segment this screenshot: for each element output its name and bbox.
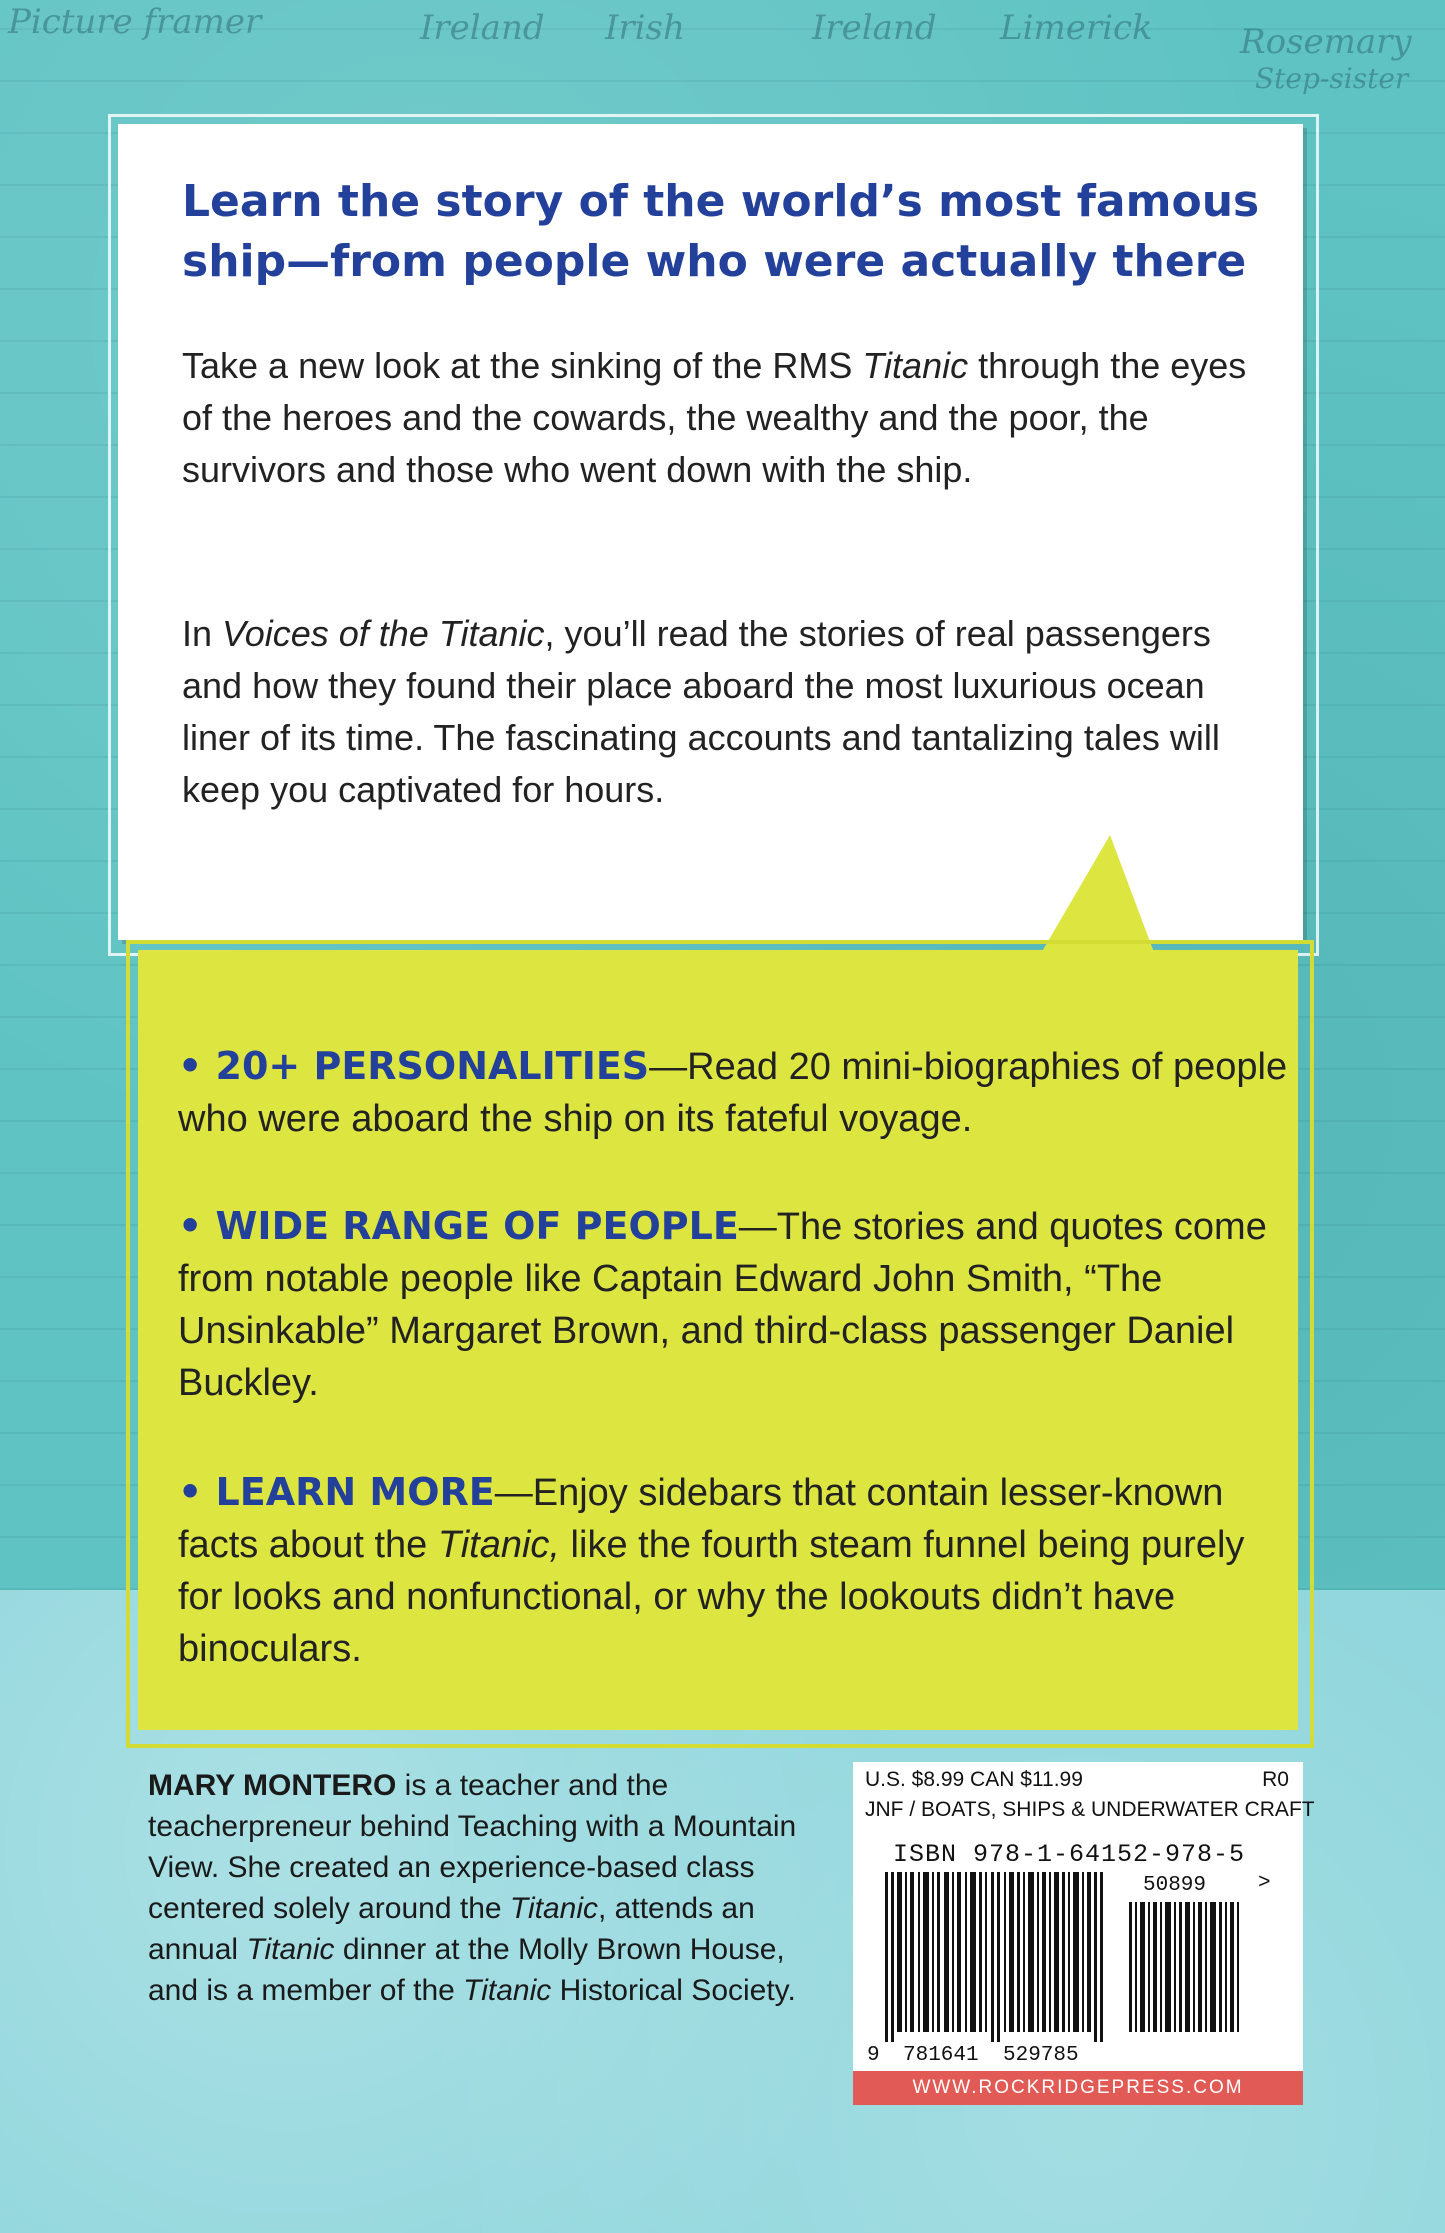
price-code: R0: [1262, 1768, 1289, 1791]
intro-paragraph-2: In Voices of the Titanic, you’ll read the stories of real passengers and how they found their place aboard the most luxurious ocean liner of its time. The fascinating accounts and tantalizing tales will keep you captivated for hours.: [182, 613, 1220, 810]
barcode-right-digits: 529785: [1003, 2044, 1079, 2067]
headline: Learn the story of the world’s most famous ship—from people who were actually there: [182, 176, 1260, 287]
background-script-word: Limerick: [1000, 8, 1153, 48]
price-line: U.S. $8.99 CAN $11.99: [865, 1768, 1083, 1791]
barcode-left-digits: 781641: [903, 2044, 979, 2067]
feature-personalities: • 20+ PERSONALITIES—Read 20 mini-biographies of people who were aboard the ship on its fateful voyage.: [178, 1044, 1288, 1140]
speech-pointer: [1040, 835, 1155, 955]
feature-learn-more: • LEARN MORE—Enjoy sidebars that contain lesser-known facts about the Titanic, like the fourth steam funnel being purely for looks and nonfunctional, or why the lookouts didn’t have binoculars.: [178, 1470, 1245, 1670]
background-script-word: Ireland: [812, 8, 937, 48]
background-script-word: Picture framer: [8, 2, 262, 42]
addon-number: 50899: [1143, 1874, 1207, 1897]
background-script-word: Ireland: [420, 8, 545, 48]
intro-paragraph-1: Take a new look at the sinking of the RMS Titanic through the eyes of the heroes and the cowards, the wealthy and the poor, the survivors and those who went down with the ship.: [182, 345, 1247, 490]
isbn-number: ISBN 978-1-64152-978-5: [893, 1840, 1246, 1869]
publisher-url: WWW.ROCKRIDGEPRESS.COM: [853, 2071, 1303, 2105]
background-script-word: Rosemary: [1240, 22, 1412, 62]
category-line: JNF / BOATS, SHIPS & UNDERWATER CRAFT: [865, 1798, 1315, 1821]
feature-range-of-people: • WIDE RANGE OF PEOPLE—The stories and quotes come from notable people like Captain Edward John Smith, “The Unsinkable” Margaret Brown, and third-class passenger Daniel Buckley.: [178, 1204, 1267, 1404]
background-script-word: Step-sister: [1255, 62, 1409, 95]
barcode-icon: [881, 1872, 1281, 2052]
addon-mark: >: [1258, 1872, 1271, 1895]
barcode-first-digit: 9: [867, 2044, 880, 2067]
author-bio: MARY MONTERO is a teacher and the teacherpreneur behind Teaching with a Mountain View. She created an experience-based class centered solely around the Titanic, attends an annual Titanic dinner at the Molly Brown House, and is a member of the Titanic Historical Society.: [148, 1769, 797, 2007]
barcode-box: [853, 1762, 1315, 2100]
background-script-word: Irish: [605, 8, 685, 48]
